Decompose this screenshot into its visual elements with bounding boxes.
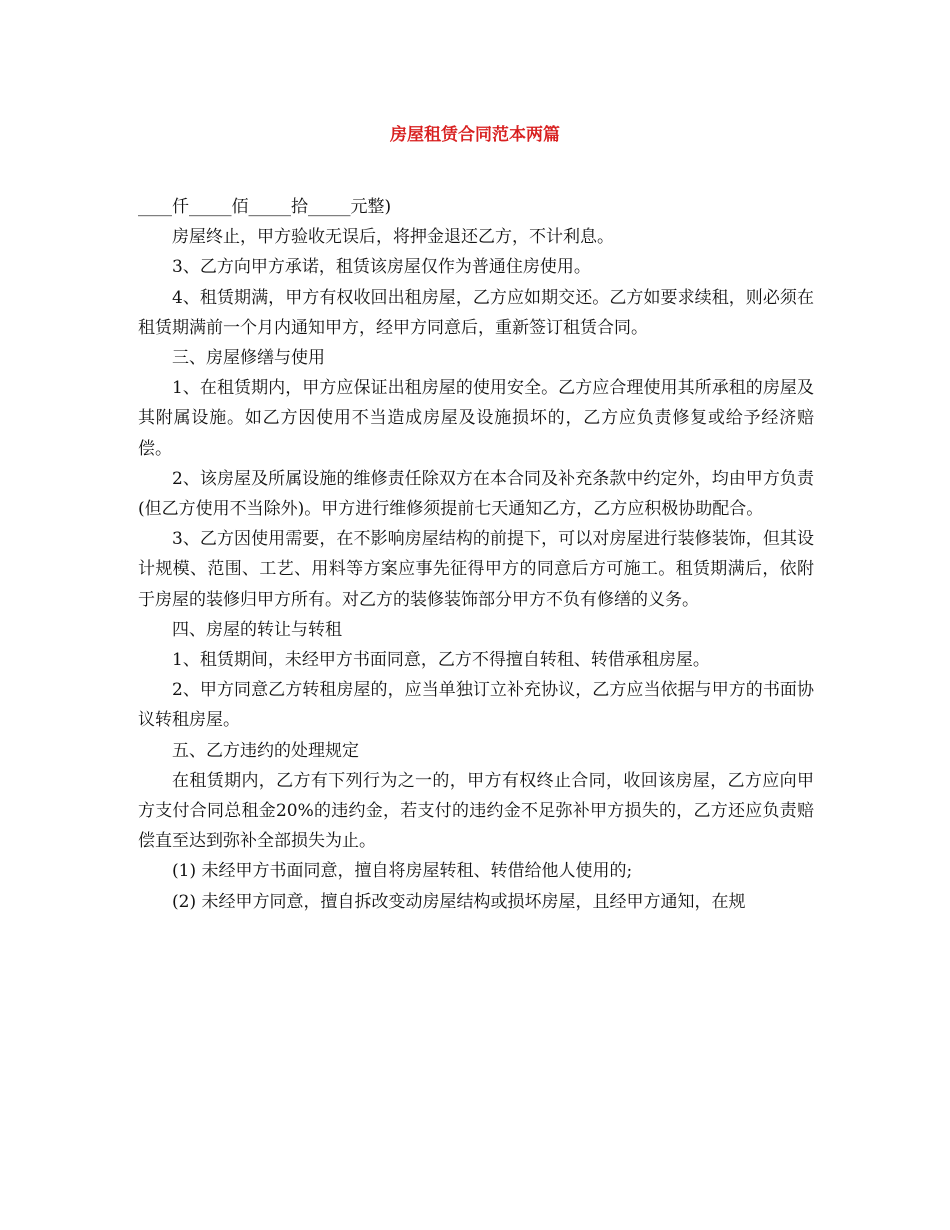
paragraph: 4、租赁期满，甲方有权收回出租房屋，乙方应如期交还。乙方如要求续租，则必须在租赁期满前一个月内通知甲方，经甲方同意后，重新签订租赁合同。 <box>138 287 814 338</box>
paragraph: 在租赁期内，乙方有下列行为之一的，甲方有权终止合同，收回该房屋，乙方应向甲方支付合同总租金20%的违约金，若支付的违约金不足弥补甲方损失的，乙方还应负责赔偿直至达到弥补全部损失为止。 <box>138 770 814 852</box>
paragraph: 五、乙方违约的处理规定 <box>172 740 359 761</box>
paragraph: 3、乙方向甲方承诺，租赁该房屋仅作为普通住房使用。 <box>172 257 591 278</box>
paragraph: 2、甲方同意乙方转租房屋的，应当单独订立补充协议，乙方应当依据与甲方的书面协议转租房屋。 <box>138 680 814 731</box>
document-title: 房屋租赁合同范本两篇 <box>390 125 560 145</box>
paragraph: ____仟_____佰_____拾_____元整) <box>138 197 392 217</box>
paragraph: 3、乙方因使用需要，在不影响房屋结构的前提下，可以对房屋进行装修装饰，但其设计规模、范围、工艺、用料等方案应事先征得甲方的同意后方可施工。租赁期满后，依附于房屋的装修归甲方所有。对乙方的装修装饰部分甲方不负有修缮的义务。 <box>138 529 814 610</box>
paragraph: 四、房屋的转让与转租 <box>172 619 342 640</box>
paragraph: (1) 未经甲方书面同意，擅自将房屋转租、转借给他人使用的; <box>172 861 633 882</box>
paragraph: (2) 未经甲方同意，擅自拆改变动房屋结构或损坏房屋，且经甲方通知，在规 <box>172 891 746 912</box>
paragraph: 1、在租赁期内，甲方应保证出租房屋的使用安全。乙方应合理使用其所承租的房屋及其附属设施。如乙方因使用不当造成房屋及设施损坏的，乙方应负责修复或给予经济赔偿。 <box>138 378 814 459</box>
paragraph: 房屋终止，甲方验收无误后，将押金退还乙方，不计利息。 <box>172 227 614 248</box>
paragraph: 三、房屋修缮与使用 <box>172 348 325 369</box>
paragraph: 1、租赁期间，未经甲方书面同意，乙方不得擅自转租、转借承租房屋。 <box>172 650 710 671</box>
paragraph: 2、该房屋及所属设施的维修责任除双方在本合同及补充条款中约定外，均由甲方负责(但乙方使用不当除外)。甲方进行维修须提前七天通知乙方，乙方应积极协助配合。 <box>138 468 814 520</box>
document-body <box>138 192 814 917</box>
